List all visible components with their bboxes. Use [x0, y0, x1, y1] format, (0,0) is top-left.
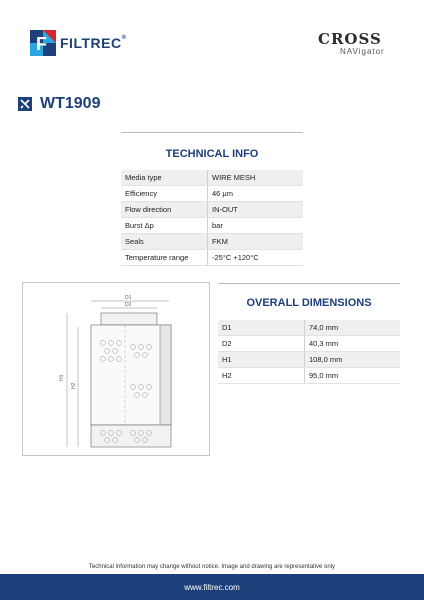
- table-row: [121, 202, 303, 218]
- dimension-label: H2: [218, 368, 305, 384]
- spec-label: Temperature range: [121, 250, 208, 266]
- cross-navigator-logo: [318, 30, 396, 60]
- dimension-value: 40,3 mm: [305, 336, 401, 352]
- filtrec-logo-mark-icon: [30, 30, 56, 56]
- technical-drawing: [22, 282, 210, 456]
- filter-drawing: [23, 283, 209, 455]
- dim-label-d1: D1: [125, 295, 132, 301]
- spec-label: Burst Δp: [121, 218, 208, 234]
- spec-label: Media type: [121, 170, 208, 186]
- spec-value: bar: [208, 218, 304, 234]
- website-link[interactable]: www.filtrec.com: [184, 583, 240, 592]
- technical-info-table: [121, 170, 303, 266]
- dim-label-d2: D2: [125, 302, 132, 308]
- navigator-wordmark: NAVigator: [340, 47, 385, 56]
- dimension-label: H1: [218, 352, 305, 368]
- table-row: [218, 352, 400, 368]
- registered-mark: ®: [121, 35, 127, 41]
- filtrec-logo: [30, 30, 130, 56]
- table-row: [121, 234, 303, 250]
- filter-element-icon: [18, 97, 32, 111]
- dimension-value: 95,0 mm: [305, 368, 401, 384]
- overall-dimensions-table: [218, 320, 400, 384]
- technical-info-divider: [121, 132, 303, 133]
- table-row: [121, 186, 303, 202]
- spec-value: WIRE MESH: [208, 170, 304, 186]
- spec-value: 46 μm: [208, 186, 304, 202]
- spec-value: -25°C +120°C: [208, 250, 304, 266]
- spec-value: IN-OUT: [208, 202, 304, 218]
- technical-info-title: TECHNICAL INFO: [165, 148, 259, 160]
- logo-mark-letter: F: [36, 34, 47, 54]
- dim-label-h2: H2: [71, 382, 77, 389]
- brand-name: FILTREC: [60, 35, 122, 51]
- product-code: WT1909: [40, 95, 101, 112]
- dim-label-h1: H1: [59, 374, 65, 381]
- table-row: [121, 170, 303, 186]
- filtrec-wordmark: [60, 35, 127, 51]
- overall-dimensions-title: OVERALL DIMENSIONS: [246, 297, 372, 309]
- table-row: [218, 320, 400, 336]
- spec-value: FKM: [208, 234, 304, 250]
- spec-label: Efficiency: [121, 186, 208, 202]
- table-row: [121, 250, 303, 266]
- dimension-label: D2: [218, 336, 305, 352]
- dimension-label: D1: [218, 320, 305, 336]
- dimension-value: 108,0 mm: [305, 352, 401, 368]
- table-row: [218, 368, 400, 384]
- disclaimer-text: Technical information may change without notice. Image and drawing are representative only: [88, 564, 336, 570]
- dimensions-divider: [218, 283, 400, 284]
- spec-label: Flow direction: [121, 202, 208, 218]
- dimension-value: 74,0 mm: [305, 320, 401, 336]
- spec-label: Seals: [121, 234, 208, 250]
- table-row: [121, 218, 303, 234]
- cross-wordmark: CROSS: [318, 30, 382, 48]
- table-row: [218, 336, 400, 352]
